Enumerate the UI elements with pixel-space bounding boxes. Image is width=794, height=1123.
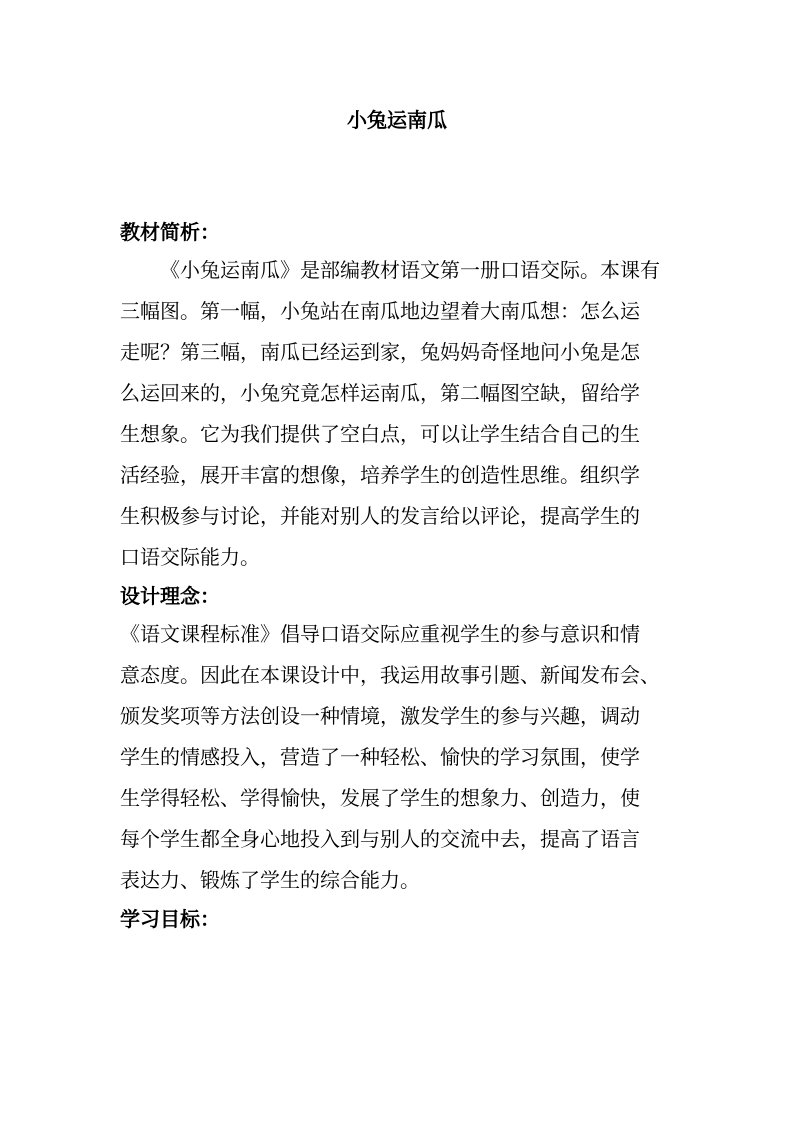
paragraph-line: 每个学生都全身心地投入到与别人的交流中去，提高了语言 — [120, 827, 640, 851]
document-title: 小兔运南瓜 — [347, 108, 447, 132]
paragraph-line: 颁发奖项等方法创设一种情境，激发学生的参与兴趣，调动 — [120, 704, 640, 728]
paragraph-line: 表达力、锻炼了学生的综合能力。 — [120, 868, 420, 892]
paragraph-line: 意态度。因此在本课设计中，我运用故事引题、新闻发布会、 — [120, 663, 660, 687]
paragraph-line: 生学得轻松、学得愉快，发展了学生的想象力、创造力，使 — [120, 786, 640, 810]
paragraph-line: 《语文课程标准》倡导口语交际应重视学生的参与意识和情 — [120, 622, 640, 646]
section-heading-learning-goals: 学习目标： — [120, 907, 220, 931]
paragraph-line: 生积极参与讨论，并能对别人的发言给以评论，提高学生的 — [120, 504, 640, 528]
paragraph-line: 走呢？第三幅，南瓜已经运到家，兔妈妈奇怪地问小兔是怎 — [120, 340, 640, 364]
document-body — [120, 214, 676, 937]
paragraph-line: 口语交际能力。 — [120, 545, 260, 569]
paragraph-line: 生想象。它为我们提供了空白点，可以让学生结合自己的生 — [120, 422, 640, 446]
section-heading-analysis: 教材简析： — [120, 220, 220, 244]
paragraph-line: 学生的情感投入，营造了一种轻松、愉快的学习氛围，使学 — [120, 745, 640, 769]
section-heading-design-concept: 设计理念： — [120, 584, 220, 608]
paragraph-line: 三幅图。第一幅，小兔站在南瓜地边望着大南瓜想：怎么运 — [120, 299, 640, 323]
paragraph-line: 么运回来的，小兔究竟怎样运南瓜，第二幅图空缺，留给学 — [120, 381, 640, 405]
paragraph-line: 《小兔运南瓜》是部编教材语文第一册口语交际。本课有 — [160, 258, 660, 282]
paragraph-line: 活经验，展开丰富的想像，培养学生的创造性思维。组织学 — [120, 463, 640, 487]
